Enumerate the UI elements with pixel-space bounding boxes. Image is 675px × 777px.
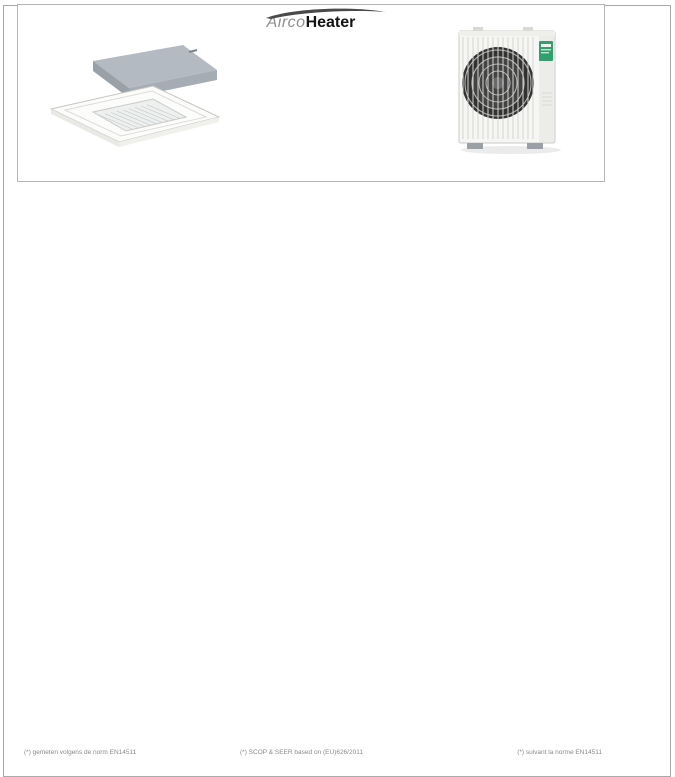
brand-swoosh-icon [263, 7, 389, 19]
footnote-fr: (*) suivant la norme EN14511 [517, 749, 602, 756]
spec-tables [0, 187, 675, 224]
logo-text-airco: Airco [266, 14, 306, 31]
indoor-unit-image [41, 39, 226, 155]
logo-text-heater: Heater [305, 14, 356, 31]
outdoor-unit-image [453, 21, 573, 161]
footnotes [0, 749, 675, 759]
footnote-nl: (*) gemeten volgens de norm EN14511 [24, 749, 137, 756]
footnote-en: (*) SCOP & SEER based on (EU)626/2011 [240, 749, 363, 756]
product-image-box [17, 4, 605, 182]
